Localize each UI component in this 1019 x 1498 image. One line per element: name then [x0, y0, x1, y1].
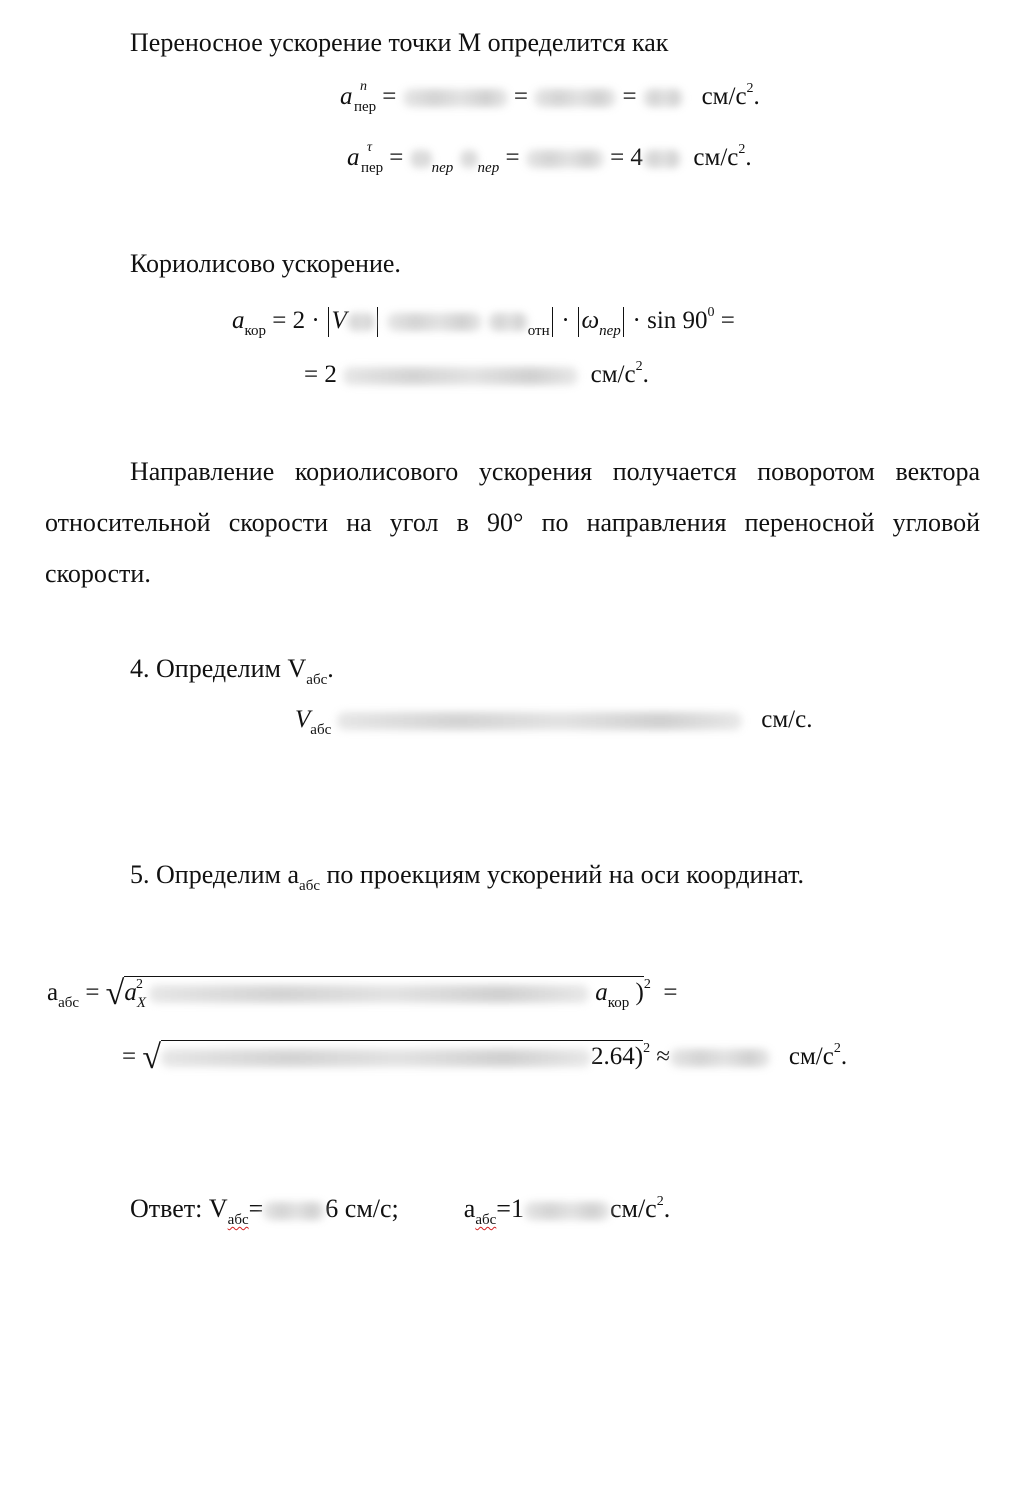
equation-a-abs-line1: $a_{абс} = √a_X^2$ $a_{кор}$ )$^2$ =	[47, 975, 678, 1012]
step-5-heading: 5. Определим $a_{абс}$ по проекциям ускорений на оси координат.	[130, 860, 805, 894]
equation-coriolis-line2: = 2 $см/с^2$.	[304, 359, 649, 388]
text-line-transfer-acceleration: Переносное ускорение точки М определится как	[130, 28, 669, 57]
blurred-result	[643, 89, 683, 107]
step-4-heading: 4. Определим $V_{абс}$.	[130, 654, 334, 688]
blurred-value	[263, 1202, 325, 1220]
blurred-formula	[488, 313, 528, 331]
blurred-formula	[149, 985, 589, 1003]
blurred-formula	[387, 313, 482, 331]
unit: см/с	[701, 83, 747, 110]
blurred-formula	[403, 89, 508, 107]
blurred-symbol	[460, 150, 478, 168]
blurred-formula	[337, 712, 742, 730]
equation-a-abs-line2: = √ 2.64)$^2$ ≈ $см/с^2$.	[122, 1039, 848, 1076]
equation-coriolis-line1: $a_{кор} = 2 \cdot V$ $_{отн} \cdot \omega_{пер} \cdot \sin 90^0$ =	[232, 305, 735, 339]
blurred-value	[524, 1202, 610, 1220]
blurred-result	[643, 150, 681, 168]
blurred-formula	[343, 367, 578, 385]
blurred-symbol	[347, 313, 375, 331]
blurred-result	[670, 1049, 770, 1067]
symbol-a-per-tau: a τ пер	[347, 140, 384, 176]
paragraph-coriolis-direction: Направление кориолисового ускорения получается поворотом вектора относительной скорости на угол в 90° по направления переносной угловой скорости.	[45, 457, 980, 588]
blurred-formula	[161, 1049, 591, 1067]
symbol-a-per-n: a n пер	[340, 79, 377, 115]
equation-v-abs: $V_{абс}$ см/с.	[295, 706, 813, 738]
text-line-coriolis: Кориолисово ускорение.	[130, 249, 401, 278]
blurred-symbol	[410, 150, 432, 168]
equation-a-per-tau: a τ пер = $_{пер}$ $_{пер}$ = = 4 $см/с^2$.	[347, 140, 752, 176]
answer-line: Ответ: $V_{абс}= 6$ см/с; $a_{абс}=1$ $см/с^2$.	[130, 1194, 671, 1228]
equation-a-per-n: a n пер = = = $см/с^2$.	[340, 79, 760, 115]
blurred-value	[534, 89, 616, 107]
blurred-value	[526, 150, 604, 168]
